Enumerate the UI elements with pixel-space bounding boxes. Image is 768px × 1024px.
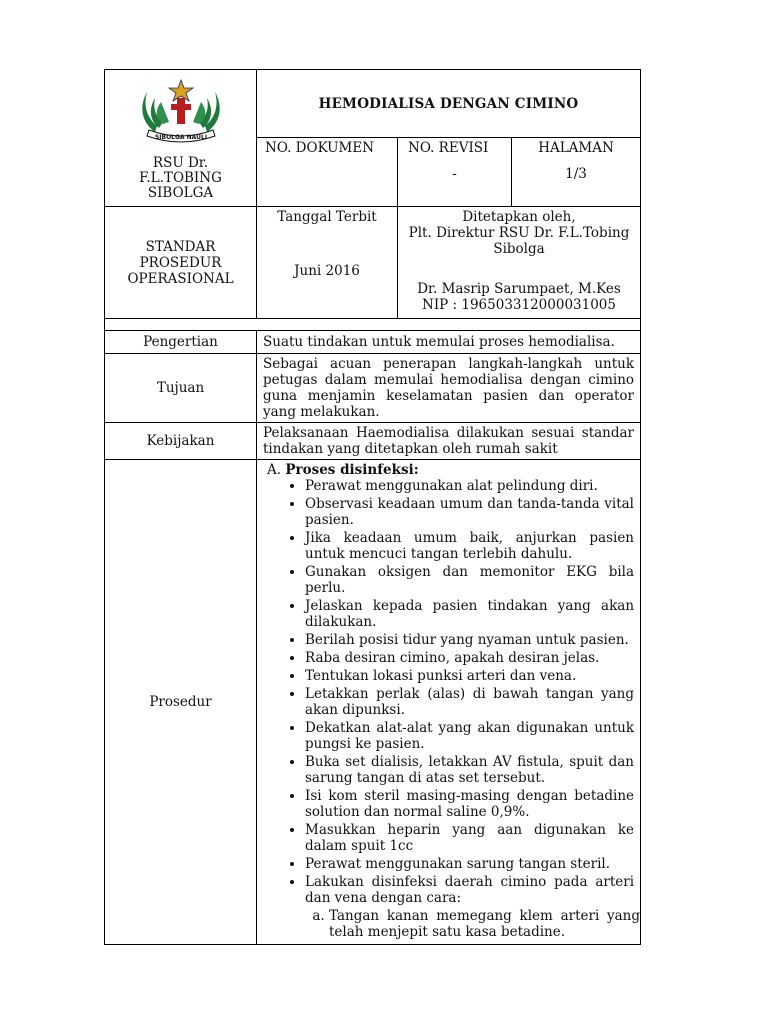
- procedure-step: • Jelaskan kepada pasien tindakan yang akan dilakukan.: [305, 598, 640, 630]
- procedure-step: • Letakkan perlak (alas) di bawah tangan yang akan dipunksi.: [305, 686, 640, 718]
- revision-label: NO. REVISI: [408, 140, 489, 156]
- approval-city: Sibolga: [493, 241, 545, 257]
- procedure-step: • Perawat menggunakan alat pelindung diri.: [305, 478, 640, 494]
- sop-label-line-3: OPERASIONAL: [127, 270, 234, 287]
- approver-nip: NIP : 196503312000031005: [422, 297, 616, 313]
- approver-name: Dr. Masrip Sarumpaet, M.Kes: [417, 281, 621, 297]
- page-label: HALAMAN: [538, 140, 614, 156]
- procedure-step: • Tentukan lokasi punksi arteri dan vena.: [305, 668, 640, 684]
- revision-cell: [398, 138, 512, 207]
- kebijakan-label: Kebijakan: [105, 423, 257, 460]
- procedure-step: • Observasi keadaan umum dan tanda-tanda vital pasien.: [305, 496, 640, 528]
- procedure-sub-list: [305, 908, 640, 940]
- doc-number-cell: [257, 138, 398, 207]
- tujuan-text: Sebagai acuan penerapan langkah-langkah untuk petugas dalam memulai hemodialisa dengan cimino guna menjamin keselamatan pasien dan operator yang melakukan.: [257, 354, 641, 423]
- revision-value: -: [452, 166, 457, 182]
- procedure-step: • Masukkan heparin yang aan digunakan ke dalam spuit 1cc: [305, 822, 640, 854]
- procedure-step: • Perawat menggunakan sarung tangan steril.: [305, 856, 640, 872]
- procedure-sub-step: a. Tangan kanan memegang klem arteri yang telah menjepit satu kasa betadine.: [329, 908, 640, 940]
- sop-label-cell: [105, 207, 257, 319]
- issue-date-label: Tanggal Terbit: [277, 209, 377, 225]
- doc-number-label: NO. DOKUMEN: [265, 140, 375, 156]
- page-value: 1/3: [565, 166, 587, 182]
- approval-role: Plt. Direktur RSU Dr. F.L.Tobing: [408, 225, 630, 241]
- procedure-step: • Buka set dialisis, letakkan AV fistula, spuit dan sarung tangan di atas set tersebut.: [305, 754, 640, 786]
- page-cell: [512, 138, 641, 207]
- hospital-name-line-1: RSU Dr.: [152, 155, 209, 171]
- section-heading: [257, 462, 640, 478]
- sop-document: [104, 69, 640, 945]
- kebijakan-text: Pelaksanaan Haemodialisa dilakukan sesuai standar tindakan yang ditetapkan oleh rumah sakit: [257, 423, 641, 460]
- procedure-step: • Isi kom steril masing-masing dengan betadine solution dan normal saline 0,9%.: [305, 788, 640, 820]
- procedure-step: • Dekatkan alat-alat yang akan digunakan untuk pungsi ke pasien.: [305, 720, 640, 752]
- spacer-row: [105, 319, 641, 331]
- approval-cell: [398, 207, 641, 319]
- hospital-logo: [133, 76, 229, 146]
- hospital-identity-cell: [105, 70, 257, 207]
- hospital-name-line-2: F.L.TOBING: [139, 170, 222, 186]
- section-marker: A.: [267, 462, 282, 478]
- pengertian-text: Suatu tindakan untuk memulai proses hemodialisa.: [257, 331, 641, 354]
- prosedur-label: Prosedur: [105, 460, 257, 945]
- procedure-list: [257, 478, 640, 906]
- section-title: Proses disinfeksi:: [285, 462, 419, 478]
- hospital-name-line-3: SIBOLGA: [147, 185, 214, 201]
- procedure-step: • Berilah posisi tidur yang nyaman untuk pasien.: [305, 632, 640, 648]
- procedure-step: • Raba desiran cimino, apakah desiran jelas.: [305, 650, 640, 666]
- sop-label-line-1: STANDAR: [145, 238, 216, 255]
- sop-table: [104, 69, 641, 945]
- approval-label: Ditetapkan oleh,: [462, 209, 576, 225]
- sop-label-line-2: PROSEDUR: [139, 254, 222, 271]
- procedure-step: • Gunakan oksigen dan memonitor EKG bila perlu.: [305, 564, 640, 596]
- logo-ribbon-text: SIBOLGA NAULI: [154, 134, 207, 141]
- procedure-step: • Lakukan disinfeksi daerah cimino pada arteri dan vena dengan cara:: [305, 874, 640, 906]
- prosedur-content: [257, 460, 641, 945]
- pengertian-label: Pengertian: [105, 331, 257, 354]
- issue-date-value: Juni 2016: [294, 263, 360, 279]
- issue-date-cell: [257, 207, 398, 319]
- procedure-step: • Jika keadaan umum baik, anjurkan pasien untuk mencuci tangan terlebih dahulu.: [305, 530, 640, 562]
- tujuan-label: Tujuan: [105, 354, 257, 423]
- document-title: HEMODIALISA DENGAN CIMINO: [257, 70, 641, 138]
